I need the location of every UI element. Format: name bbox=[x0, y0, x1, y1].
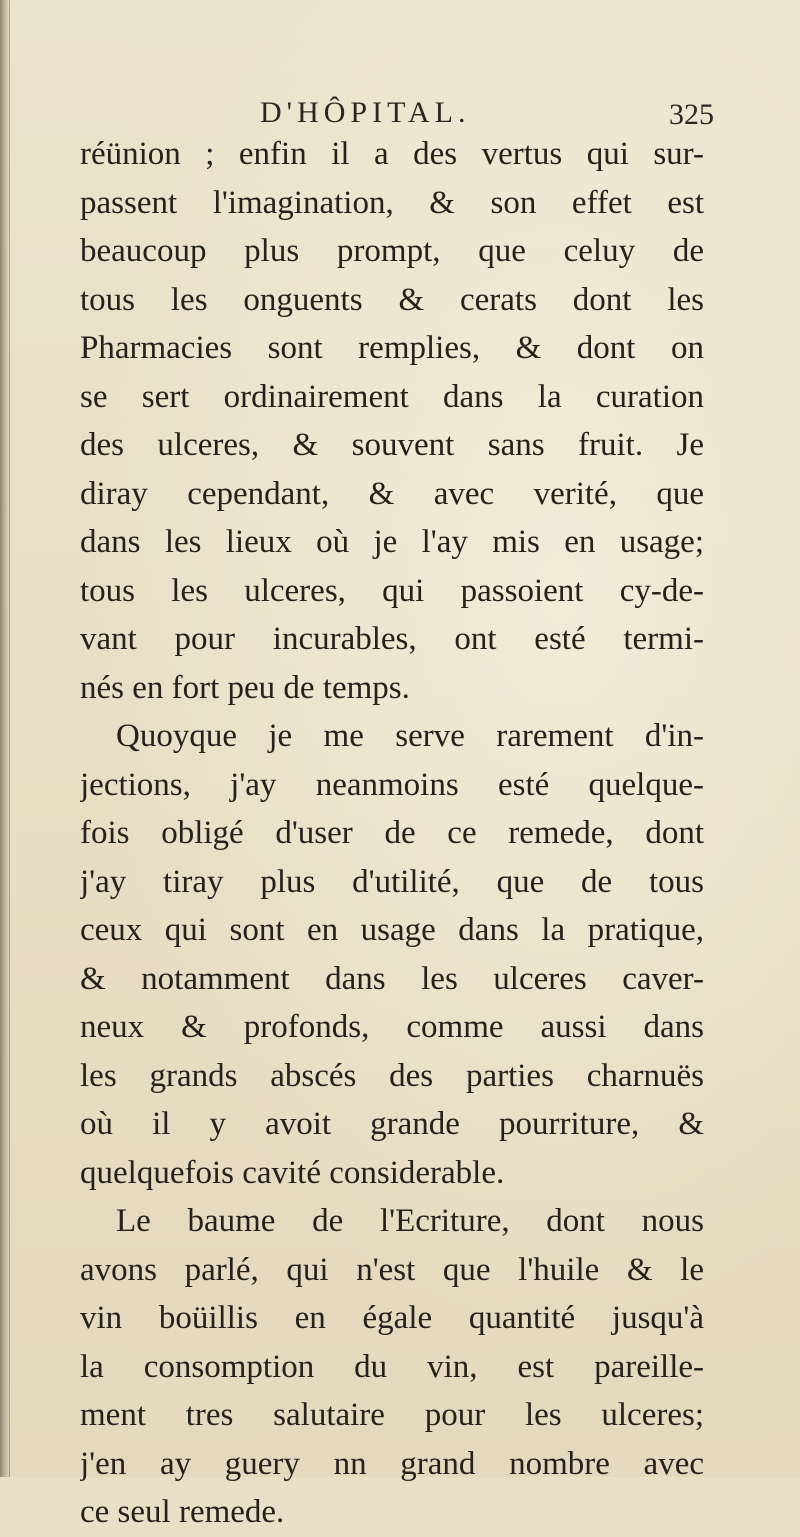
text-line: diray cependant, & avec verité, que bbox=[80, 475, 704, 512]
text-line: ceux qui sont en usage dans la pratique, bbox=[80, 912, 704, 948]
page-number: 325 bbox=[669, 98, 714, 131]
text-line: avons parlé, qui n'est que l'huile & le bbox=[80, 1251, 704, 1288]
text-line: ce seul remede. bbox=[80, 1494, 285, 1530]
text-line: se sert ordinairement dans la curation bbox=[80, 378, 704, 415]
text-line: beaucoup plus prompt, que celuy de bbox=[80, 233, 704, 269]
text-line: la consomption du vin, est pareille- bbox=[80, 1348, 704, 1385]
text-line: nés en fort peu de temps. bbox=[80, 669, 410, 706]
text-line: vin boüillis en égale quantité jusqu'à bbox=[80, 1300, 704, 1336]
text-line: j'ay tiray plus d'utilité, que de tous bbox=[80, 863, 704, 900]
text-line: Le baume de l'Ecriture, dont nous bbox=[116, 1203, 704, 1239]
text-line: dans les lieux où je l'ay mis en usage; bbox=[80, 524, 704, 560]
text-line: où il y avoit grande pourriture, & bbox=[80, 1106, 704, 1142]
text-line: tous les onguents & cerats dont les bbox=[80, 281, 704, 318]
text-line: jections, j'ay neanmoins esté quelque- bbox=[80, 766, 704, 803]
text-line: Quoyque je me serve rarement d'in- bbox=[116, 718, 704, 754]
text-line: les grands abscés des parties charnuës bbox=[80, 1057, 704, 1094]
text-line: ment tres salutaire pour les ulceres; bbox=[80, 1397, 704, 1433]
text-line: passent l'imagination, & son effet est bbox=[80, 184, 704, 221]
text-line: quelquefois cavité considerable. bbox=[80, 1154, 505, 1191]
gutter-line bbox=[9, 0, 10, 1477]
text-line: tous les ulceres, qui passoient cy-de- bbox=[80, 572, 704, 609]
text-line: Pharmacies sont remplies, & dont on bbox=[80, 330, 704, 366]
text-line: fois obligé d'user de ce remede, dont bbox=[80, 815, 704, 851]
running-head: D'HÔPITAL. bbox=[260, 96, 471, 129]
text-line: des ulceres, & souvent sans fruit. Je bbox=[80, 427, 704, 463]
text-line: vant pour incurables, ont esté termi- bbox=[80, 621, 704, 657]
text-line: neux & profonds, comme aussi dans bbox=[80, 1009, 704, 1045]
text-line: réünion ; enfin il a des vertus qui sur- bbox=[80, 136, 704, 172]
text-line: j'en ay guery nn grand nombre avec bbox=[80, 1445, 704, 1482]
body-text bbox=[80, 130, 704, 1537]
text-line: & notamment dans les ulceres caver- bbox=[80, 960, 704, 997]
